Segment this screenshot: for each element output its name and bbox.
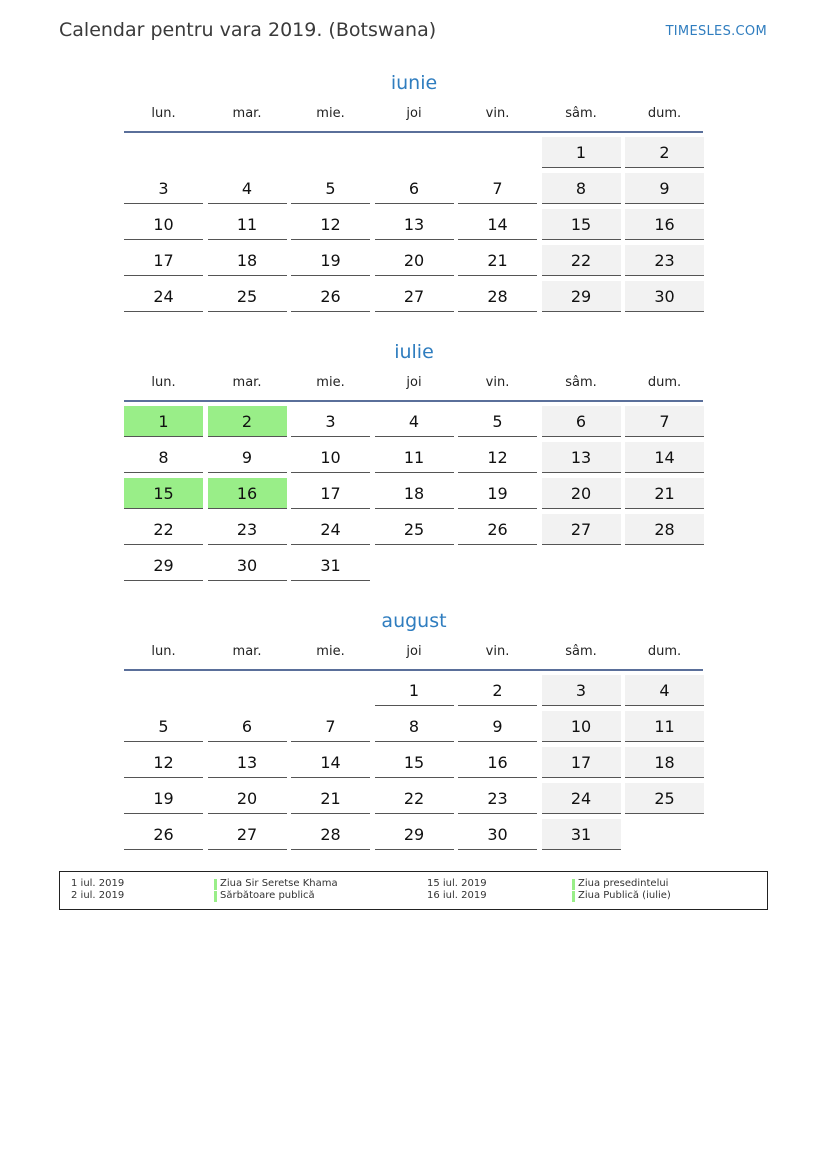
weekday-label: vin.	[485, 644, 510, 659]
day-cell: 14	[625, 442, 704, 473]
weekday-label: sâm.	[565, 375, 597, 390]
day-cell: 31	[291, 550, 370, 581]
day-cell: 7	[458, 173, 537, 204]
holiday-color-marker	[214, 891, 217, 902]
day-cell: 16	[625, 209, 704, 240]
weekday-label: lun.	[151, 644, 176, 659]
day-cell: 22	[375, 783, 454, 814]
day-cell: 2	[625, 137, 704, 168]
day-cell: 14	[458, 209, 537, 240]
weekday-label: joi	[406, 106, 422, 121]
weekday-label: mar.	[232, 644, 262, 659]
day-cell: 25	[208, 281, 287, 312]
day-cell: 10	[124, 209, 203, 240]
day-cell: 12	[291, 209, 370, 240]
weekday-label: dum.	[647, 106, 682, 121]
day-cell: 13	[542, 442, 621, 473]
day-cell: 27	[375, 281, 454, 312]
legend-date: 2 iul. 2019	[71, 890, 125, 901]
day-cell: 26	[458, 514, 537, 545]
legend-date: 15 iul. 2019	[427, 878, 487, 889]
day-cell: 27	[208, 819, 287, 850]
weekday-label: mar.	[232, 375, 262, 390]
day-cell: 8	[124, 442, 203, 473]
day-cell: 4	[625, 675, 704, 706]
weekday-label: mar.	[232, 106, 262, 121]
day-cell: 21	[625, 478, 704, 509]
day-cell: 23	[458, 783, 537, 814]
month-title: iunie	[390, 72, 438, 94]
weekday-label: mie.	[316, 375, 345, 390]
weekday-label: sâm.	[565, 644, 597, 659]
day-cell: 8	[375, 711, 454, 742]
day-cell: 19	[458, 478, 537, 509]
day-cell: 3	[291, 406, 370, 437]
month-july	[124, 339, 704, 575]
day-cell: 24	[291, 514, 370, 545]
day-cell: 20	[208, 783, 287, 814]
day-cell: 23	[625, 245, 704, 276]
legend-holiday-name: Ziua Sir Seretse Khama	[214, 878, 338, 889]
day-cell: 6	[208, 711, 287, 742]
day-cell: 9	[208, 442, 287, 473]
day-cell: 10	[542, 711, 621, 742]
day-cell: 29	[542, 281, 621, 312]
day-cell: 29	[124, 550, 203, 581]
day-cell: 4	[208, 173, 287, 204]
legend-holiday-name: Ziua Publică (iulie)	[572, 890, 671, 901]
day-cell: 25	[625, 783, 704, 814]
day-cell: 25	[375, 514, 454, 545]
day-cell: 19	[291, 245, 370, 276]
month-title: august	[381, 610, 447, 632]
weekday-label: vin.	[485, 375, 510, 390]
legend-holiday-name: Ziua presedintelui	[572, 878, 668, 889]
holiday-day-cell: 16	[208, 478, 287, 509]
weekday-header	[124, 642, 704, 668]
page-title: Calendar pentru vara 2019. (Botswana)	[59, 19, 437, 41]
day-cell: 24	[542, 783, 621, 814]
day-cell: 9	[625, 173, 704, 204]
weekday-label: mie.	[316, 644, 345, 659]
day-cell: 21	[458, 245, 537, 276]
day-cell: 18	[375, 478, 454, 509]
day-cell: 14	[291, 747, 370, 778]
month-title: iulie	[394, 341, 434, 363]
month-august	[124, 608, 704, 844]
day-cell: 4	[375, 406, 454, 437]
day-cell: 13	[375, 209, 454, 240]
day-cell: 5	[124, 711, 203, 742]
day-cell: 18	[208, 245, 287, 276]
weekday-header	[124, 373, 704, 399]
header-divider	[124, 669, 703, 671]
weekday-label: dum.	[647, 375, 682, 390]
day-cell: 30	[208, 550, 287, 581]
day-cell: 17	[291, 478, 370, 509]
day-cell: 23	[208, 514, 287, 545]
day-cell: 29	[375, 819, 454, 850]
holiday-color-marker	[214, 879, 217, 890]
day-cell: 27	[542, 514, 621, 545]
day-cell: 22	[124, 514, 203, 545]
day-cell: 15	[375, 747, 454, 778]
day-cell: 26	[291, 281, 370, 312]
holiday-day-cell: 15	[124, 478, 203, 509]
day-cell: 9	[458, 711, 537, 742]
day-cell: 15	[542, 209, 621, 240]
holiday-day-cell: 2	[208, 406, 287, 437]
legend-holiday-name: Sărbătoare publică	[214, 890, 315, 901]
weekday-header	[124, 104, 704, 130]
day-cell: 10	[291, 442, 370, 473]
day-cell: 6	[375, 173, 454, 204]
month-june	[124, 70, 704, 306]
day-cell: 3	[124, 173, 203, 204]
day-cell: 20	[375, 245, 454, 276]
day-cell: 28	[625, 514, 704, 545]
day-cell: 31	[542, 819, 621, 850]
day-cell: 8	[542, 173, 621, 204]
day-cell: 19	[124, 783, 203, 814]
day-cell: 7	[291, 711, 370, 742]
day-cell: 28	[291, 819, 370, 850]
day-cell: 22	[542, 245, 621, 276]
day-cell: 1	[375, 675, 454, 706]
day-cell: 12	[458, 442, 537, 473]
day-cell: 30	[625, 281, 704, 312]
day-cell: 1	[542, 137, 621, 168]
day-cell: 26	[124, 819, 203, 850]
day-cell: 11	[208, 209, 287, 240]
header-divider	[124, 131, 703, 133]
day-cell: 17	[542, 747, 621, 778]
day-cell: 30	[458, 819, 537, 850]
day-cell: 5	[291, 173, 370, 204]
weekday-label: joi	[406, 644, 422, 659]
day-cell: 24	[124, 281, 203, 312]
day-cell: 6	[542, 406, 621, 437]
day-cell: 7	[625, 406, 704, 437]
weekday-label: sâm.	[565, 106, 597, 121]
legend-date: 1 iul. 2019	[71, 878, 125, 889]
day-cell: 16	[458, 747, 537, 778]
day-cell: 13	[208, 747, 287, 778]
weekday-label: lun.	[151, 375, 176, 390]
holiday-color-marker	[572, 879, 575, 890]
day-cell: 5	[458, 406, 537, 437]
day-cell: 17	[124, 245, 203, 276]
brand-link[interactable]: TIMESLES.COM	[665, 24, 767, 39]
day-cell: 3	[542, 675, 621, 706]
holiday-color-marker	[572, 891, 575, 902]
weekday-label: vin.	[485, 106, 510, 121]
weekday-label: mie.	[316, 106, 345, 121]
weekday-label: lun.	[151, 106, 176, 121]
day-cell: 11	[375, 442, 454, 473]
weekday-label: joi	[406, 375, 422, 390]
day-cell: 12	[124, 747, 203, 778]
legend-date: 16 iul. 2019	[427, 890, 487, 901]
day-cell: 18	[625, 747, 704, 778]
day-cell: 2	[458, 675, 537, 706]
holiday-legend	[59, 871, 768, 910]
day-cell: 21	[291, 783, 370, 814]
day-cell: 28	[458, 281, 537, 312]
holiday-day-cell: 1	[124, 406, 203, 437]
header-divider	[124, 400, 703, 402]
weekday-label: dum.	[647, 644, 682, 659]
day-cell: 20	[542, 478, 621, 509]
day-cell: 11	[625, 711, 704, 742]
